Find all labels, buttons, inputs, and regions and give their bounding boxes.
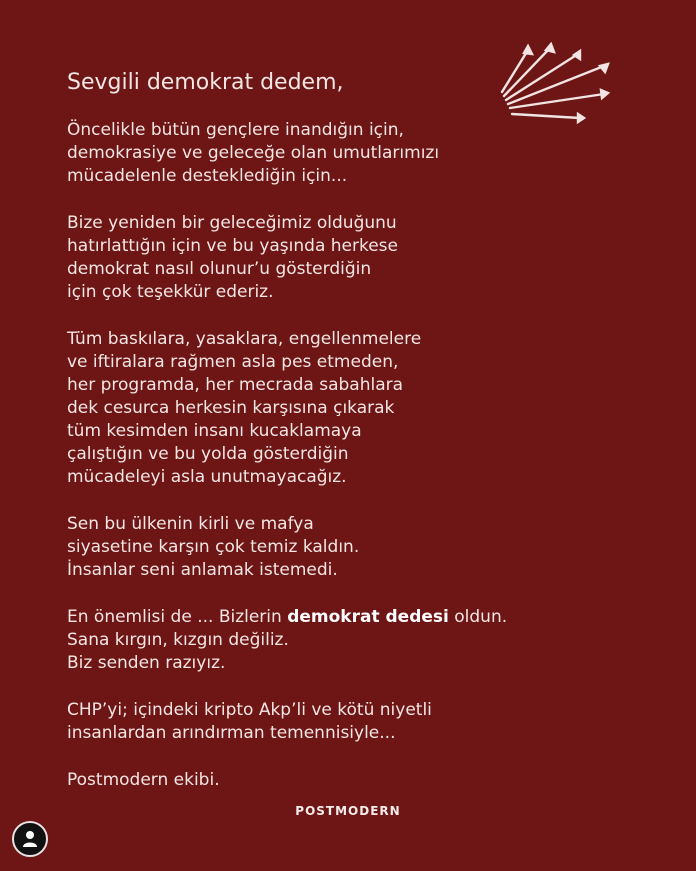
text-line: dek cesurca herkesin karşısına çıkarak — [67, 398, 395, 418]
text-line: mücadelenle desteklediğin için... — [67, 166, 348, 186]
text-line: Bize yeniden bir geleceğimiz olduğunu — [67, 213, 397, 233]
text-line: her programda, her mecrada sabahlara — [67, 375, 404, 395]
profile-button[interactable] — [12, 821, 48, 857]
text-line: insanlardan arındırman temennisiyle... — [67, 723, 396, 743]
user-icon — [22, 830, 38, 848]
text-line: mücadeleyi asla unutmayacağız. — [67, 467, 347, 487]
letter-body — [67, 66, 627, 816]
text-line: Sana kırgın, kızgın değiliz. — [67, 630, 289, 650]
text-line: ve iftiralara rağmen asla pes etmeden, — [67, 352, 399, 372]
text-line: Biz senden razıyız. — [67, 653, 226, 673]
text-segment: oldun. — [448, 607, 508, 627]
text-line: Tüm baskılara, yasaklara, engellenmelere — [67, 329, 422, 349]
signoff-text: Postmodern ekibi. — [67, 770, 220, 790]
text-line: için çok teşekkür ederiz. — [67, 282, 274, 302]
text-line — [67, 606, 627, 629]
text-line: CHP’yi; içindeki kripto Akp’li ve kötü niyetli — [67, 700, 432, 720]
paragraph-3 — [67, 328, 627, 489]
text-line: Sen bu ülkenin kirli ve mafya — [67, 514, 314, 534]
text-line: Öncelikle bütün gençlere inandığın için, — [67, 120, 404, 140]
paragraph-5 — [67, 606, 627, 675]
text-segment: En önemlisi de ... Bizlerin — [67, 607, 288, 627]
paragraph-6 — [67, 699, 627, 745]
salutation: Sevgili demokrat dedem, — [67, 70, 344, 95]
paragraph-1 — [67, 119, 627, 188]
paragraph-2 — [67, 212, 627, 304]
text-line: tüm kesimden insanı kucaklamaya — [67, 421, 362, 441]
text-line: İnsanlar seni anlamak istemedi. — [67, 560, 338, 580]
text-line: siyasetine karşın çok temiz kaldın. — [67, 537, 360, 557]
text-line: demokrasiye ve geleceğe olan umutlarımızı — [67, 143, 440, 163]
paragraph-4 — [67, 513, 627, 582]
text-line: hatırlattığın için ve bu yaşında herkese — [67, 236, 399, 256]
brand-wordmark: POSTMODERN — [295, 804, 401, 818]
text-line: demokrat nasıl olunur’u gösterdiğin — [67, 259, 372, 279]
emphasis-demokrat-dedesi: demokrat dedesi — [287, 607, 449, 627]
signoff — [67, 769, 627, 792]
text-line: çalıştığın ve bu yolda gösterdiğin — [67, 444, 349, 464]
